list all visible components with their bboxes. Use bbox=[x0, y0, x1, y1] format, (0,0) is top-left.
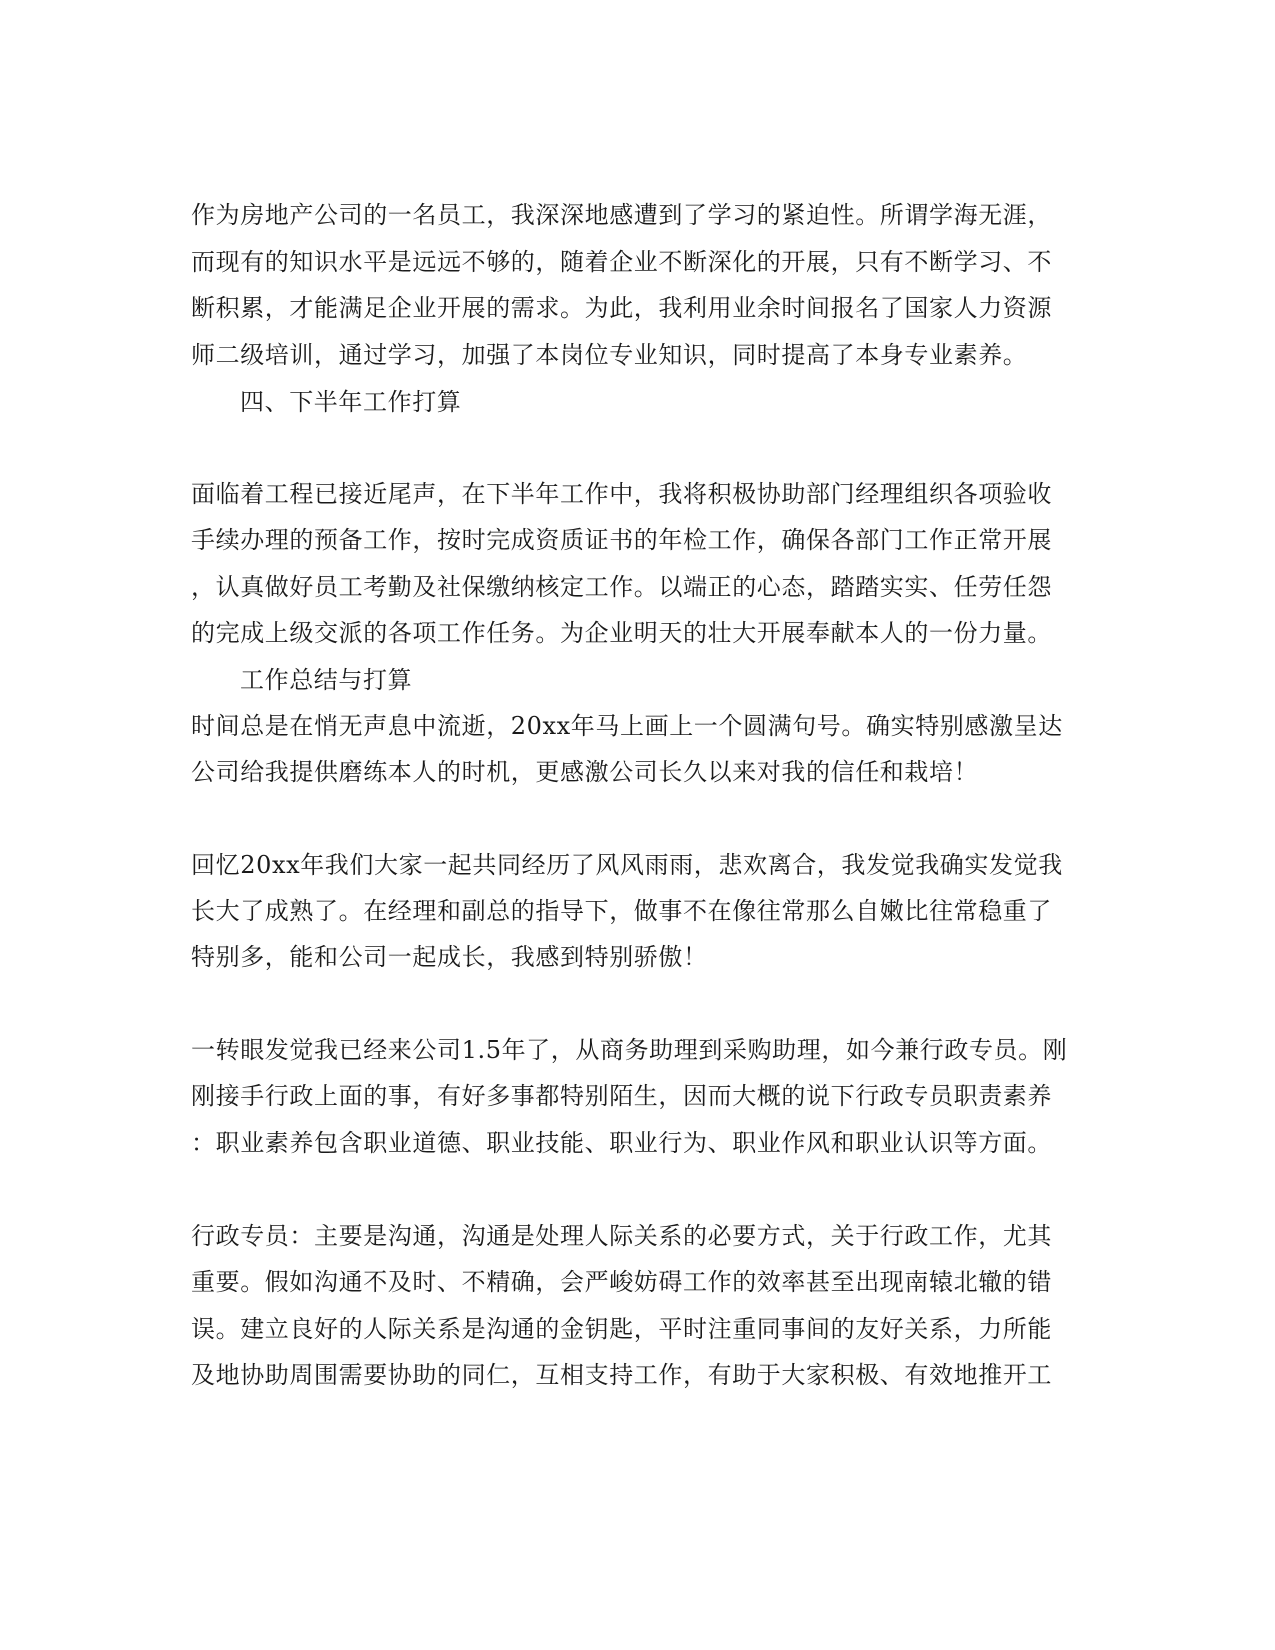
text-line: 时间总是在悄无声息中流逝，20xx年马上画上一个圆满句号。确实特别感激呈达 bbox=[191, 712, 1063, 740]
text-line: 特别多，能和公司一起成长，我感到特别骄傲！ bbox=[191, 943, 708, 971]
text-line: 面临着工程已接近尾声，在下半年工作中，我将积极协助部门经理组织各项验收 bbox=[191, 480, 1052, 508]
text-line: 误。建立良好的人际关系是沟通的金钥匙，平时注重同事间的友好关系，力所能 bbox=[191, 1315, 1052, 1343]
text-line: 长大了成熟了。在经理和副总的指导下，做事不在像往常那么自嫩比往常稳重了 bbox=[191, 897, 1052, 925]
text-line: 手续办理的预备工作，按时完成资质证书的年检工作，确保各部门工作正常开展 bbox=[191, 526, 1052, 554]
text-line: 重要。假如沟通不及时、不精确，会严峻妨碍工作的效率甚至出现南辕北辙的错 bbox=[191, 1268, 1052, 1296]
text-line: ：职业素养包含职业道德、职业技能、职业行为、职业作风和职业认识等方面。 bbox=[191, 1129, 1052, 1157]
text-line: 的完成上级交派的各项工作任务。为企业明天的壮大开展奉献本人的一份力量。 bbox=[191, 619, 1052, 647]
section-heading-plan: 四、下半年工作打算 bbox=[240, 388, 462, 416]
text-line: 师二级培训，通过学习，加强了本岗位专业知识，同时提高了本身专业素养。 bbox=[191, 341, 1028, 369]
text-line: 一转眼发觉我已经来公司1.5年了，从商务助理到采购助理，如今兼行政专员。刚 bbox=[191, 1036, 1068, 1064]
text-line: ，认真做好员工考勤及社保缴纳核定工作。以端正的心态，踏踏实实、任劳任怨 bbox=[191, 573, 1052, 601]
text-line: 而现有的知识水平是远远不够的，随着企业不断深化的开展，只有不断学习、不 bbox=[191, 248, 1052, 276]
text-line: 公司给我提供磨练本人的时机，更感激公司长久以来对我的信任和栽培！ bbox=[191, 758, 979, 786]
section-heading-summary: 工作总结与打算 bbox=[240, 666, 413, 694]
text-line: 作为房地产公司的一名员工，我深深地感遭到了学习的紧迫性。所谓学海无涯， bbox=[191, 201, 1052, 229]
text-line: 刚接手行政上面的事，有好多事都特别陌生，因而大概的说下行政专员职责素养 bbox=[191, 1082, 1052, 1110]
text-line: 回忆20xx年我们大家一起共同经历了风风雨雨，悲欢离合，我发觉我确实发觉我 bbox=[191, 851, 1063, 879]
text-line: 断积累，才能满足企业开展的需求。为此，我利用业余时间报名了国家人力资源 bbox=[191, 294, 1052, 322]
text-line: 行政专员：主要是沟通，沟通是处理人际关系的必要方式，关于行政工作，尤其 bbox=[191, 1222, 1052, 1250]
text-line: 及地协助周围需要协助的同仁，互相支持工作，有助于大家积极、有效地推开工 bbox=[191, 1361, 1052, 1389]
